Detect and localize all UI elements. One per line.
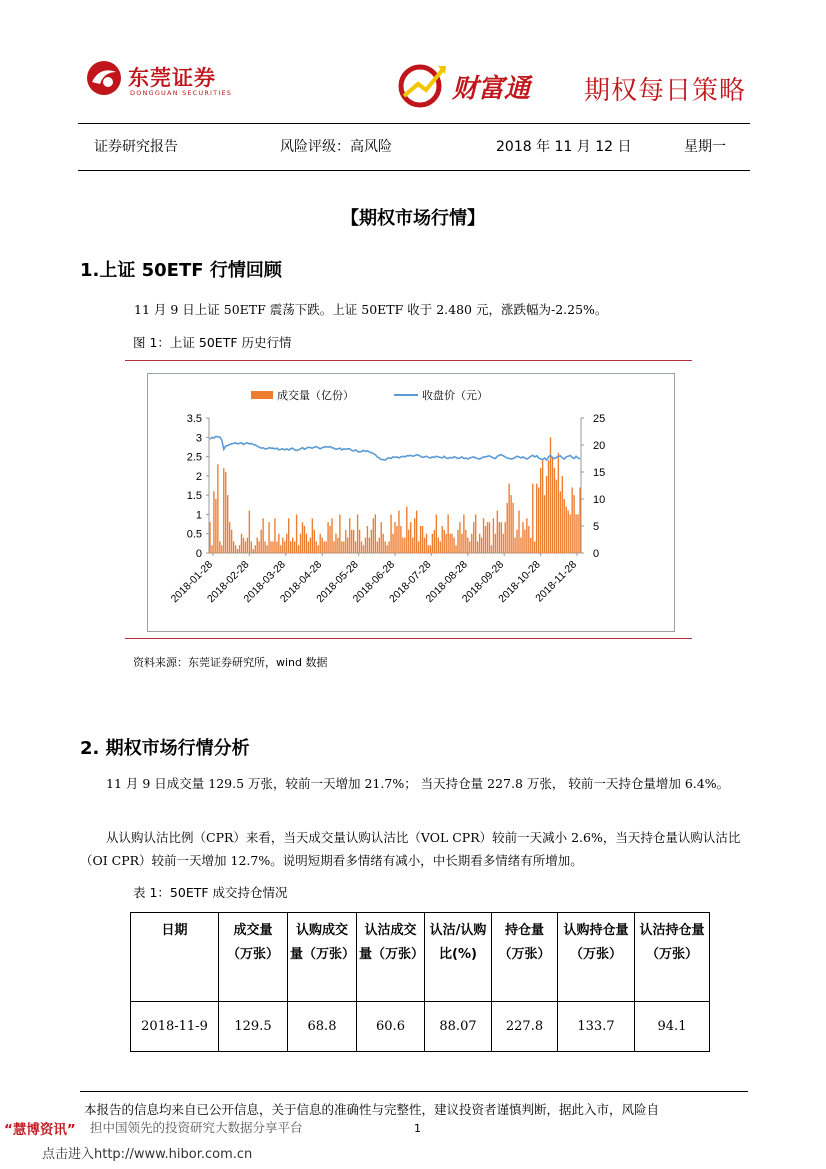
volume-bar: [306, 534, 307, 553]
header-divider-top: [78, 123, 750, 124]
volume-bar: [440, 541, 441, 553]
x-tick-label: 2018-11-28: [533, 558, 580, 605]
volume-bar: [530, 538, 531, 553]
volume-bar: [245, 541, 246, 553]
volume-bar: [227, 495, 228, 553]
volume-bar: [237, 549, 238, 553]
volume-bar: [564, 499, 565, 553]
figure-source: 资料来源：东莞证券研究所，wind 数据: [133, 656, 328, 669]
volume-bar: [501, 522, 502, 553]
volume-bar: [560, 491, 561, 553]
table-header-cell: 认购持仓量（万张）: [558, 913, 635, 1002]
x-tick-label: 2018-06-28: [350, 558, 398, 606]
table-row: [131, 1002, 710, 1052]
volume-bar: [320, 534, 321, 553]
section-title: 【期权市场行情】: [341, 208, 485, 229]
brand-logo-icon: [398, 62, 448, 108]
volume-bar: [428, 545, 429, 553]
volume-bar: [235, 545, 236, 553]
volume-bar: [558, 453, 559, 553]
volume-bar: [499, 522, 500, 553]
volume-bar: [241, 534, 242, 553]
volume-bar: [475, 514, 476, 553]
volume-bar: [536, 484, 537, 553]
volume-bar: [314, 530, 315, 553]
volume-bar: [569, 514, 570, 553]
y-right-tick-label: 15: [593, 467, 606, 479]
y-right-tick-label: 5: [593, 521, 600, 533]
legend-volume-swatch: [251, 391, 273, 399]
volume-bar: [418, 541, 419, 553]
volume-bar: [432, 534, 433, 553]
y-left-tick-label: 3.5: [186, 413, 202, 425]
company-name-cn: 东莞证券: [128, 66, 216, 90]
volume-bar: [453, 538, 454, 553]
volume-bar: [318, 545, 319, 553]
volume-bar: [548, 460, 549, 553]
volume-bar: [459, 522, 460, 553]
volume-bar: [394, 522, 395, 553]
close-price-line: [210, 436, 580, 460]
volume-bar: [231, 530, 232, 553]
volume-bar: [516, 530, 517, 553]
volume-bar: [351, 530, 352, 553]
volume-bar: [221, 545, 222, 553]
disclaimer-text: 本报告的信息均来自已公开信息，关于信息的准确性与完整性，建议投资者谨慎判断，据此入市，风险自: [84, 1102, 660, 1117]
volume-bar: [233, 541, 234, 553]
volume-bar: [526, 518, 527, 553]
table-header-cell: 持仓量（万张）: [492, 913, 558, 1002]
dongguan-securities-logo-icon: [86, 60, 122, 96]
volume-bar: [434, 530, 435, 553]
table-cell: 94.1: [635, 1002, 710, 1052]
volume-bar: [489, 522, 490, 553]
y-left-tick-label: 3: [195, 432, 202, 445]
volume-bar: [286, 534, 287, 553]
footer-divider: [80, 1091, 748, 1092]
volume-bar: [383, 534, 384, 553]
y-left-tick-label: 0: [195, 548, 202, 560]
volume-bar: [266, 545, 267, 553]
volume-bar: [276, 541, 277, 553]
volume-bar: [243, 538, 244, 553]
volume-bar: [282, 538, 283, 553]
volume-bar: [540, 468, 541, 553]
volume-bar: [556, 480, 557, 553]
volume-bar: [430, 545, 431, 553]
volume-bar: [554, 468, 555, 553]
volume-bar: [361, 541, 362, 553]
volume-bar: [268, 522, 269, 553]
volume-bar: [247, 538, 248, 553]
volume-bar: [327, 522, 328, 553]
y-left-tick-label: 1.5: [186, 490, 202, 503]
volume-bar: [353, 530, 354, 553]
volume-bar: [239, 545, 240, 553]
volume-bar: [255, 545, 256, 553]
y-left-tick-label: 0.5: [186, 528, 202, 541]
table-caption: 表 1：50ETF 成交持仓情况: [133, 885, 288, 900]
volume-bar: [400, 526, 401, 553]
volume-bar: [532, 484, 533, 553]
volume-bar: [225, 472, 226, 553]
section-2-paragraph-1: 11 月 9 日成交量 129.5 万张，较前一天增加 21.7%； 当天持仓量 227.8 万张， 较前一天持仓量增加 6.4%。: [106, 776, 730, 791]
volume-bar: [341, 541, 342, 553]
volume-bar: [424, 538, 425, 553]
volume-bar: [457, 530, 458, 553]
y-left-tick-label: 1: [195, 509, 202, 522]
volume-bar: [280, 545, 281, 553]
volume-bar: [384, 541, 385, 553]
x-tick-label: 2018-10-28: [496, 558, 543, 606]
company-name-en: DONGGUAN SECURITIES: [130, 89, 233, 97]
volume-bar: [390, 514, 391, 553]
table-header-row: [131, 913, 710, 1002]
volume-bar: [355, 541, 356, 553]
volume-bar: [552, 457, 553, 553]
report-weekday: 星期一: [684, 139, 726, 155]
volume-bar: [463, 514, 464, 553]
volume-bar: [371, 530, 372, 553]
volume-bar: [363, 545, 364, 553]
volume-bar: [219, 541, 220, 553]
x-tick-label: 2018-05-28: [314, 558, 361, 606]
volume-bar: [274, 518, 275, 553]
volume-bar: [469, 541, 470, 553]
volume-bar: [534, 541, 535, 553]
table-cell: 88.07: [425, 1002, 492, 1052]
volume-bar: [465, 530, 466, 553]
table-cell: 129.5: [219, 1002, 288, 1052]
volume-bar: [402, 538, 403, 553]
volume-bar: [215, 499, 216, 553]
volume-bar: [495, 534, 496, 553]
volume-bar: [304, 526, 305, 553]
volume-bar: [298, 545, 299, 553]
report-date: 2018 年 11 月 12 日: [496, 139, 632, 155]
figure-caption: 图 1：上证 50ETF 历史行情: [133, 335, 292, 350]
volume-bar: [211, 545, 212, 553]
volume-bar: [491, 545, 492, 553]
table-cell: 227.8: [492, 1002, 558, 1052]
volume-bar: [296, 514, 297, 553]
volume-bar: [514, 538, 515, 553]
volume-bar: [347, 538, 348, 553]
volume-bar: [392, 534, 393, 553]
volume-bar: [503, 534, 504, 553]
section-1-heading: 1.上证 50ETF 行情回顾: [80, 260, 282, 281]
volume-bar: [477, 541, 478, 553]
watermark-brand: “慧博资讯”: [4, 1122, 76, 1138]
x-tick-label: 2018-01-28: [168, 558, 216, 606]
volume-bar: [520, 538, 521, 553]
volume-bar: [260, 530, 261, 553]
watermark-link[interactable]: 点击进入http://www.hibor.com.cn: [42, 1147, 253, 1162]
volume-bar: [369, 538, 370, 553]
volume-bar: [455, 545, 456, 553]
volume-bar: [473, 522, 474, 553]
table-header-cell: 认沽/认购比(%): [425, 913, 492, 1002]
volume-bar: [270, 541, 271, 553]
table-header-cell: 成交量（万张）: [219, 913, 288, 1002]
volume-bar: [461, 534, 462, 553]
brand-name: 财富通: [452, 74, 531, 104]
volume-bar: [292, 538, 293, 553]
etf-history-chart: [148, 374, 674, 631]
volume-bar: [542, 460, 543, 553]
volume-bar: [487, 522, 488, 553]
volume-bar: [251, 541, 252, 553]
volume-bar: [522, 522, 523, 553]
volume-bar: [333, 541, 334, 553]
volume-bar: [257, 538, 258, 553]
volume-bar: [479, 534, 480, 553]
y-right-tick-label: 10: [593, 494, 606, 506]
volume-bar: [444, 530, 445, 553]
volume-bar: [357, 514, 358, 553]
volume-bar: [339, 514, 340, 553]
volume-bar: [449, 534, 450, 553]
volume-bar: [507, 503, 508, 553]
section-2-heading: 2. 期权市场行情分析: [80, 738, 250, 759]
legend-volume-label: 成交量（亿份）: [277, 389, 354, 402]
volume-bar: [294, 541, 295, 553]
volume-bar: [308, 541, 309, 553]
volume-bar: [422, 526, 423, 553]
volume-bar: [300, 534, 301, 553]
y-right-tick-label: 20: [593, 440, 606, 452]
table-cell: 2018-11-9: [131, 1002, 219, 1052]
table-cell: 133.7: [558, 1002, 635, 1052]
volume-bar: [381, 522, 382, 553]
volume-bar: [321, 538, 322, 553]
volume-bar: [447, 514, 448, 553]
volume-bar: [375, 514, 376, 553]
volume-bar: [481, 538, 482, 553]
volume-bar: [445, 534, 446, 553]
volume-bar: [373, 518, 374, 553]
volume-bar: [408, 530, 409, 553]
volume-bar: [388, 541, 389, 553]
volume-bar: [329, 526, 330, 553]
volume-bar: [451, 534, 452, 553]
volume-bar: [573, 495, 574, 553]
volume-bar: [412, 538, 413, 553]
page-number: 1: [414, 1122, 421, 1135]
volume-bar: [278, 534, 279, 553]
volume-bar: [325, 541, 326, 553]
volume-bar: [272, 541, 273, 553]
legend-price-label: 收盘价（元）: [422, 389, 488, 402]
volume-bar: [223, 468, 224, 553]
volume-bar: [524, 530, 525, 553]
volume-bar: [365, 538, 366, 553]
volume-bar: [398, 511, 399, 553]
volume-bar: [386, 545, 387, 553]
section-1-paragraph: 11 月 9 日上证 50ETF 震荡下跌。上证 50ETF 收于 2.480 元，涨跌幅为-2.25%。: [134, 302, 608, 317]
volume-bar: [343, 541, 344, 553]
x-tick-label: 2018-04-28: [277, 558, 325, 606]
volume-bar: [471, 534, 472, 553]
volume-bar: [264, 541, 265, 553]
volume-bar: [410, 522, 411, 553]
volume-bar: [262, 518, 263, 553]
volume-bar: [302, 522, 303, 553]
volume-bar: [331, 518, 332, 553]
volume-bar: [579, 487, 580, 553]
volume-bar: [209, 522, 210, 553]
table-cell: 68.8: [288, 1002, 357, 1052]
volume-bar: [546, 476, 547, 553]
volume-bar: [442, 526, 443, 553]
volume-bar: [518, 511, 519, 553]
table-header-cell: 认购成交量（万张）: [288, 913, 357, 1002]
volume-bar: [497, 511, 498, 553]
volume-bar: [323, 541, 324, 553]
risk-rating: 风险评级：高风险: [280, 139, 392, 155]
volume-bar: [379, 538, 380, 553]
table-header-cell: 认沽成交量（万张）: [357, 913, 425, 1002]
report-series-title: 期权每日策略: [584, 76, 747, 106]
volume-bar: [416, 511, 417, 553]
volume-bar: [562, 476, 563, 553]
table-header-cell: 认沽持仓量（万张）: [635, 913, 710, 1002]
volume-bar: [512, 503, 513, 553]
volume-bar: [406, 507, 407, 553]
section-2-paragraph-2: 从认购认沽比例（CPR）来看，当天成交量认购认沽比（VOL CPR）较前一天减小 2.6%，当天持仓量认购认沽比（OI CPR）较前一天增加 12.7%。说明短期看多情绪有减小，中长期看多情绪有所增加。: [80, 830, 741, 868]
x-tick-label: 2018-08-28: [423, 558, 470, 606]
table-cell: 60.6: [357, 1002, 425, 1052]
volume-bar: [316, 541, 317, 553]
volume-bar: [485, 526, 486, 553]
volume-bar: [568, 511, 569, 553]
volume-bar: [577, 514, 578, 553]
chart-frame: [147, 373, 675, 632]
volume-bar: [253, 549, 254, 553]
volume-bar: [483, 518, 484, 553]
volume-bar: [414, 518, 415, 553]
volume-bar: [467, 538, 468, 553]
volume-bar: [396, 526, 397, 553]
volume-bar: [288, 518, 289, 553]
x-tick-label: 2018-07-28: [387, 558, 434, 606]
volume-bar: [377, 541, 378, 553]
table-header-cell: 日期: [131, 913, 219, 1002]
volume-bar: [284, 541, 285, 553]
volume-bar: [349, 518, 350, 553]
volume-bar: [229, 522, 230, 553]
y-right-tick-label: 25: [593, 413, 606, 425]
volume-bar: [566, 507, 567, 553]
volume-bar: [438, 538, 439, 553]
volume-bar: [335, 534, 336, 553]
y-left-tick-label: 2.5: [186, 451, 202, 464]
volume-bar: [571, 487, 572, 553]
volume-bar: [404, 538, 405, 553]
volume-bar: [420, 526, 421, 553]
volume-bar: [290, 541, 291, 553]
volume-bar: [538, 487, 539, 553]
figure-bottom-rule: [125, 638, 692, 639]
volume-bar: [510, 495, 511, 553]
header-divider-bottom: [78, 170, 750, 171]
volume-bar: [575, 514, 576, 553]
volume-bar: [436, 514, 437, 553]
options-volume-table: [130, 912, 710, 1052]
volume-bar: [213, 491, 214, 553]
volume-bar: [259, 541, 260, 553]
volume-bar: [310, 538, 311, 553]
volume-bar: [337, 538, 338, 553]
volume-bar: [367, 526, 368, 553]
watermark-tagline: 担中国领先的投资研究大数据分享平台: [90, 1120, 303, 1135]
volume-bar: [345, 530, 346, 553]
report-type: 证券研究报告: [94, 139, 178, 155]
volume-bar: [544, 495, 545, 553]
volume-bar: [426, 534, 427, 553]
volume-bar: [508, 484, 509, 553]
volume-bar: [493, 518, 494, 553]
volume-bar: [528, 526, 529, 553]
x-tick-label: 2018-03-28: [241, 558, 288, 606]
figure-top-rule: [125, 360, 692, 361]
volume-bar: [217, 464, 218, 553]
x-tick-label: 2018-02-28: [205, 558, 252, 606]
volume-bar: [505, 522, 506, 553]
volume-bar: [312, 518, 313, 553]
y-left-tick-label: 2: [195, 470, 202, 483]
x-tick-label: 2018-09-28: [459, 558, 507, 606]
volume-bar: [359, 530, 360, 553]
y-right-tick-label: 0: [593, 548, 600, 560]
volume-bar: [249, 511, 250, 553]
